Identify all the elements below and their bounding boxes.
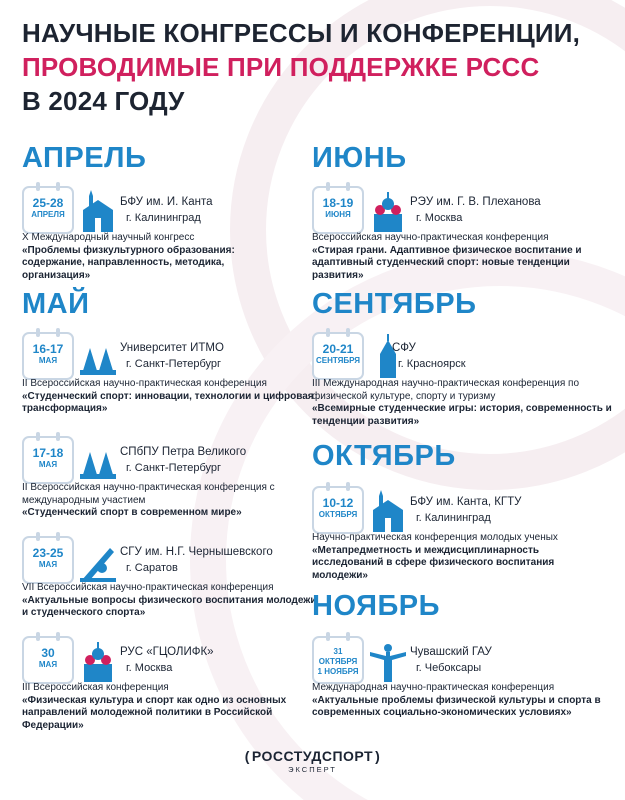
monument-icon (80, 538, 116, 584)
event-date: 10-12 (322, 496, 354, 510)
event-month: МАЯ (38, 460, 58, 469)
city-name: г. Саратов (126, 562, 178, 574)
event-date: 17-18 (32, 446, 64, 460)
calendar-icon (22, 636, 74, 684)
month-may: МАЙ (22, 288, 90, 320)
city-name: г. Красноярск (398, 358, 466, 370)
cathedral-icon (80, 188, 116, 234)
event-topic: «Стирая грани. Адаптивное физическое воспитание и адаптивный студенческий спорт: новые тенденции развития» (312, 244, 582, 281)
month-october: ОКТЯБРЬ (312, 440, 456, 472)
university-name: РУС «ГЦОЛИФК» (120, 646, 214, 658)
event-kind: Всероссийская научно-практическая конференция (312, 232, 549, 243)
bridge-icon (80, 438, 116, 484)
title-line-2: ПРОВОДИМЫЕ ПРИ ПОДДЕРЖКЕ РССС (22, 52, 540, 82)
calendar-icon (22, 436, 74, 484)
event-description (312, 532, 612, 582)
month-september: СЕНТЯБРЬ (312, 288, 477, 320)
calendar-icon (22, 536, 74, 584)
bridge-icon (80, 334, 116, 380)
university-name: Чувашский ГАУ (410, 646, 492, 658)
event-date: 16-17 (32, 342, 64, 356)
university-name: СПбПУ Петра Великого (120, 446, 247, 458)
event-date: 20-21 (322, 342, 354, 356)
event-description (22, 232, 322, 282)
event-month: ОКТЯБРЯ (318, 510, 358, 519)
event-description (312, 378, 612, 428)
event-kind: III Всероссийская конференция (22, 682, 169, 693)
kremlin-icon (80, 638, 116, 684)
event-description (22, 582, 322, 620)
city-name: г. Чебоксары (416, 662, 482, 674)
event-month: СЕНТЯБРЯ (315, 356, 361, 365)
month-april: АПРЕЛЬ (22, 142, 147, 174)
event-topic: «Всемирные студенческие игры: история, современность и тенденции развития» (312, 403, 612, 427)
brand-name: ( РОССТУДСПОРТ ) (0, 748, 625, 764)
event-description (22, 482, 322, 520)
event-topic: «Студенческий спорт в современном мире» (22, 507, 242, 518)
event-kind: II Всероссийская научно-практическая конференция с международным участием (22, 482, 275, 506)
city-name: г. Санкт-Петербург (126, 462, 222, 474)
event-kind: Международная научно-практическая конференция (312, 682, 555, 693)
mother-monument-icon (370, 638, 406, 684)
event-kind: X Международный научный конгресс (22, 232, 195, 243)
event-kind: VII Всероссийская научно-практическая конференция (22, 582, 274, 593)
event-kind: III Международная научно-практическая конференция по физической культуре, спорту и туризму (312, 378, 580, 402)
event-topic: «Актуальные вопросы физического воспитания молодежи и студенческого спорта» (22, 594, 317, 618)
event-date: 25-28 (32, 196, 64, 210)
calendar-icon (312, 486, 364, 534)
cathedral-icon (370, 488, 406, 534)
university-name: СФУ (392, 342, 416, 354)
event-topic: «Проблемы физкультурного образования: содержание, направленность, методика, организация» (22, 244, 235, 281)
event-description (312, 232, 612, 282)
city-name: г. Москва (416, 212, 463, 224)
event-month: 1 НОЯБРЯ (317, 667, 359, 676)
event-date: 31 ОКТЯБРЯ (318, 647, 358, 666)
event-month: МАЯ (38, 560, 58, 569)
event-topic: «Студенческий спорт: инновации, технологии и цифровая трансформация» (22, 390, 314, 414)
city-name: г. Калининград (126, 212, 201, 224)
event-date: 23-25 (32, 546, 64, 560)
city-name: г. Санкт-Петербург (126, 358, 222, 370)
event-date: 18-19 (322, 196, 354, 210)
title-line-3: В 2024 ГОДУ (22, 86, 185, 116)
chapel-icon (370, 334, 406, 380)
month-november: НОЯБРЬ (312, 590, 440, 622)
event-description (312, 682, 612, 720)
city-name: г. Москва (126, 662, 173, 674)
brand-subtitle: ЭКСПЕРТ (288, 765, 337, 774)
event-kind: Научно-практическая конференция молодых ученых (312, 532, 558, 543)
page-title (22, 16, 580, 118)
month-june: ИЮНЬ (312, 142, 407, 174)
calendar-icon (22, 186, 74, 234)
event-kind: II Всероссийская научно-практическая конференция (22, 378, 267, 389)
event-month: АПРЕЛЯ (31, 210, 65, 219)
calendar-icon (312, 332, 364, 380)
event-topic: «Актуальные проблемы физической культуры и спорта в современных социально-экономических условиях» (312, 694, 601, 718)
event-month: ИЮНЯ (325, 210, 351, 219)
university-name: СГУ им. Н.Г. Чернышевского (120, 546, 273, 558)
city-name: г. Калининград (416, 512, 491, 524)
title-line-1: НАУЧНЫЕ КОНГРЕССЫ И КОНФЕРЕНЦИИ, (22, 18, 581, 48)
calendar-icon (312, 186, 364, 234)
event-topic: «Физическая культура и спорт как одно из основных направлений молодежной политики в Российской Федерации» (22, 694, 287, 731)
calendar-icon (22, 332, 74, 380)
kremlin-icon (370, 188, 406, 234)
event-month: МАЯ (38, 356, 58, 365)
university-name: БФУ им. И. Канта (120, 196, 213, 208)
university-name: БФУ им. Канта, КГТУ (410, 496, 522, 508)
event-description (22, 682, 322, 732)
event-topic: «Метапредметность и междисциплинарность исследований в сфере физического воспитания молодежи» (312, 544, 555, 581)
event-date: 30 (41, 646, 55, 660)
calendar-icon (312, 636, 364, 684)
brand-logo (0, 748, 625, 774)
university-name: Университет ИТМО (120, 342, 224, 354)
event-month: МАЯ (38, 660, 58, 669)
university-name: РЭУ им. Г. В. Плеханова (410, 196, 541, 208)
event-description (22, 378, 322, 416)
